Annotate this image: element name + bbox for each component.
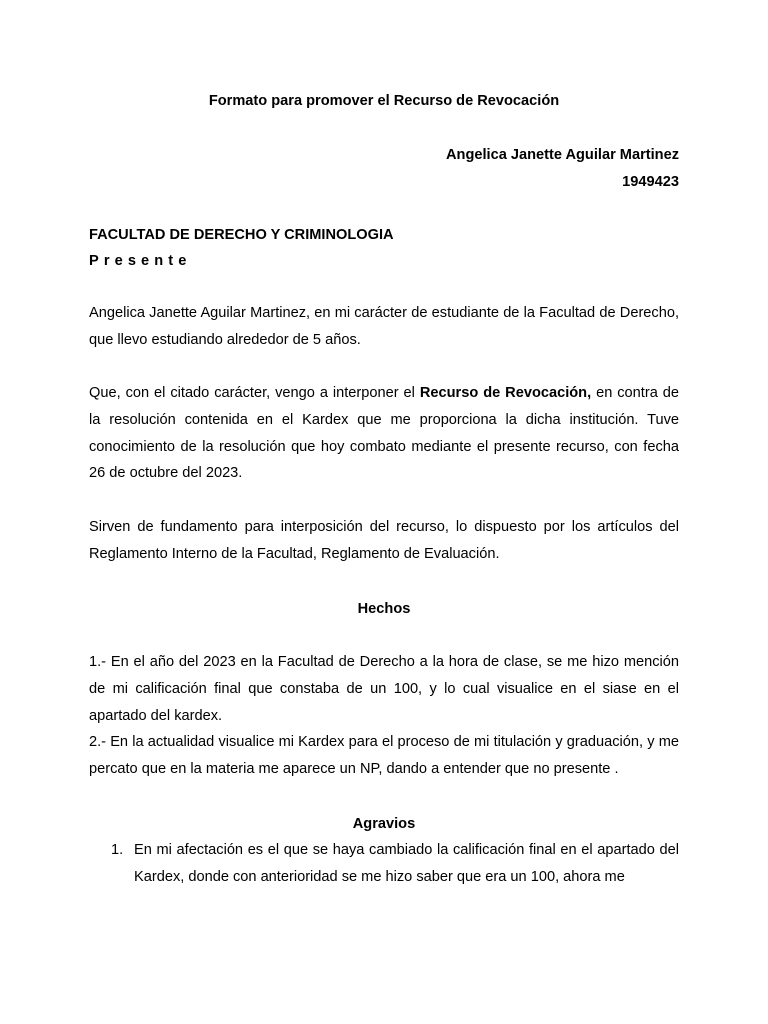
agravio-text: En mi afectación es el que se haya cambiado la calificación final en el apartado del Kardex, donde con anterioridad se me hizo saber que era un 100, ahora me bbox=[134, 842, 679, 885]
hecho-item: 2.- En la actualidad visualice mi Kardex para el proceso de mi titulación y graduación, y me percato que en la materia me aparece un NP, dando a entender que no presente . bbox=[89, 734, 679, 778]
author-name: Angelica Janette Aguilar Martinez bbox=[445, 147, 679, 163]
faculty-name: FACULTAD DE DERECHO Y CRIMINOLOGIA bbox=[89, 227, 394, 243]
hechos-list bbox=[89, 649, 679, 783]
agravios-list bbox=[89, 837, 679, 891]
student-id: 1949423 bbox=[622, 174, 679, 190]
greeting: Presente bbox=[89, 253, 192, 269]
paragraph-recurso-text-start: Que, con el citado carácter, vengo a interponer el bbox=[89, 385, 420, 401]
agravio-number: 1. bbox=[111, 842, 124, 858]
hechos-heading: Hechos bbox=[357, 601, 411, 617]
paragraph-introduction: Angelica Janette Aguilar Martinez, en mi carácter de estudiante de la Facultad de Derecho, que llevo estudiando alrededor de 5 años. bbox=[89, 305, 679, 348]
agravio-item bbox=[89, 837, 679, 891]
agravios-heading: Agravios bbox=[352, 816, 416, 832]
paragraph-recurso bbox=[89, 380, 679, 487]
paragraph-fundamento: Sirven de fundamento para interposición del recurso, lo dispuesto por los artículos del Reglamento Interno de la Facultad, Reglamento de Evaluación. bbox=[89, 519, 679, 562]
document-title: Formato para promover el Recurso de Revocación bbox=[208, 93, 560, 109]
hecho-item: 1.- En el año del 2023 en la Facultad de Derecho a la hora de clase, se me hizo mención de mi calificación final que constaba de un 100, y lo cual visualice en el siase en el apartado del kardex. bbox=[89, 654, 679, 724]
paragraph-recurso-bold: Recurso de Revocación, bbox=[419, 385, 592, 401]
paragraph-recurso-text-end: en contra de la resolución contenida en el Kardex que me proporciona la dicha institución. Tuve conocimiento de la resolución que hoy combato mediante el presente recurso, con fecha 26 de octubre del 2023. bbox=[89, 385, 679, 482]
